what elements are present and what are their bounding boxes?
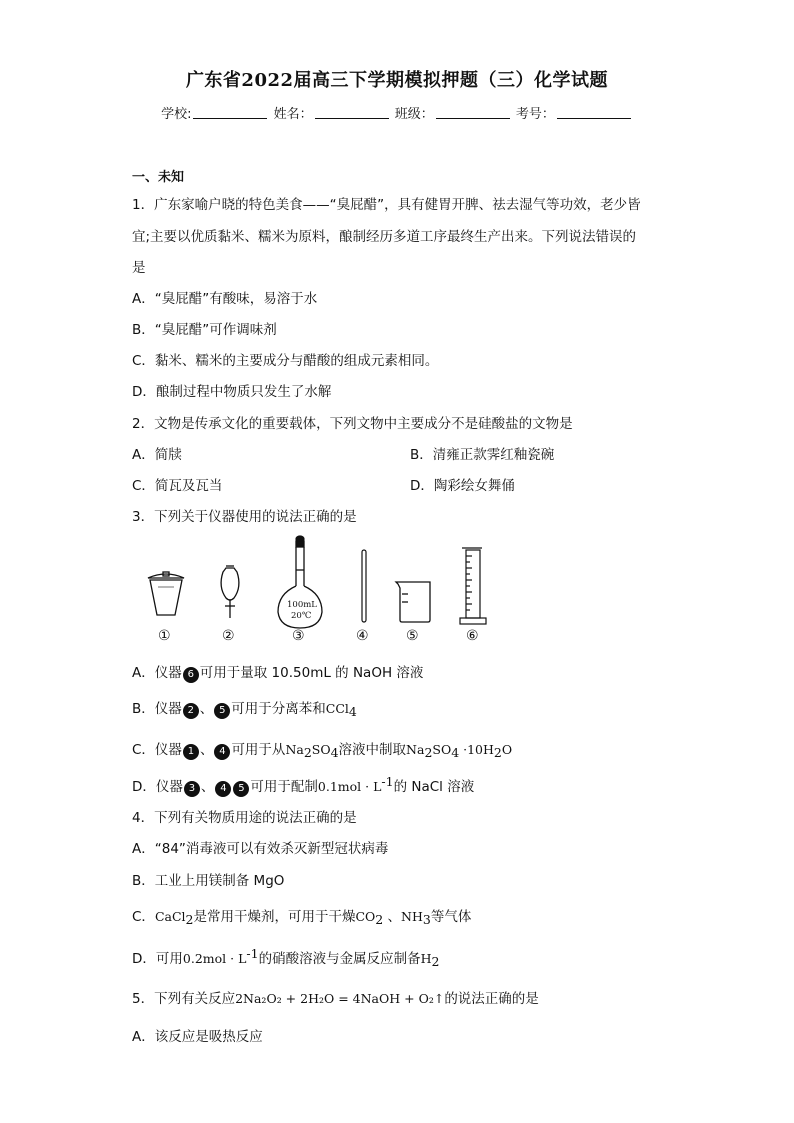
exam-number-blank[interactable]: [557, 106, 631, 119]
q3-c-f5: ·10H: [459, 742, 494, 757]
q3-d-num3: 5: [233, 781, 249, 797]
q5-equation: 2Na₂O₂ + 2H₂O = 4NaOH + O₂↑: [235, 991, 445, 1006]
school-label: 学校:: [161, 107, 192, 122]
q2-stem: 2．文物是传承文化的重要载体，下列文物中主要成分不是硅酸盐的文物是: [132, 416, 573, 432]
q3-c-text1: 可用于从: [231, 742, 286, 758]
q4-option-b: B．工业上用镁制备 MgO: [132, 873, 285, 889]
exam-number-label: 考号：: [515, 107, 555, 122]
q4-c-s1: 2: [185, 912, 194, 927]
crucible-icon: [148, 572, 184, 615]
q4-stem: 4．下列有关物质用途的说法正确的是: [132, 810, 357, 826]
q3-c-s2: 4: [330, 745, 339, 760]
apparatus-label-6: ⑥: [466, 628, 479, 644]
apparatus-label-1: ①: [158, 628, 171, 644]
q1-option-b: B．“臭屁醋”可作调味剂: [132, 322, 277, 338]
q4-d-sup: -1: [246, 946, 259, 961]
q3-c-s4: 4: [451, 745, 460, 760]
q4-option-a: A．“84”消毒液可以有效杀灭新型冠状病毒: [132, 841, 389, 857]
q5-option-a: A．该反应是吸热反应: [132, 1029, 263, 1045]
class-label: 班级：: [394, 107, 434, 122]
q1-stem-line1: 1．广东家喻户晓的特色美食——“臭屁醋”，具有健胃开脾、祛去湿气等功效，老少皆: [132, 197, 641, 213]
q3-d-sup: -1: [381, 774, 394, 789]
q3-b-sep: 、: [199, 701, 214, 717]
q3-d-sep: 、: [200, 779, 215, 795]
q3-option-a: [132, 661, 423, 683]
q3-a-prefix: A．仪器: [132, 665, 182, 681]
q4-c-prefix: C．: [132, 909, 155, 925]
apparatus-label-5: ⑤: [406, 628, 419, 644]
q3-b-prefix: B．仪器: [132, 701, 182, 717]
q4-option-c: [132, 905, 471, 927]
q3-c-f2: SO: [311, 742, 331, 757]
q3-d-num1: 3: [184, 781, 200, 797]
q1-option-c: C．黏米、糯米的主要成分与醋酸的组成元素相同。: [132, 353, 439, 369]
q1-option-d: D．酿制过程中物质只发生了水解: [132, 384, 332, 400]
separatory-funnel-icon: [221, 566, 239, 618]
q3-b-sub: 4: [348, 704, 357, 719]
q4-d-conc: 0.2mol · L: [182, 951, 247, 966]
name-label: 姓名：: [273, 107, 313, 122]
q3-a-num: 6: [183, 667, 199, 683]
q3-stem: 3．下列关于仪器使用的说法正确的是: [132, 509, 357, 525]
name-blank[interactable]: [315, 106, 389, 119]
flask-volume-text: 100mL: [287, 600, 317, 610]
q3-c-f4: SO: [432, 742, 452, 757]
q3-c-num2: 4: [214, 744, 230, 760]
graduated-cylinder-icon: [460, 548, 486, 624]
q3-option-b: [132, 697, 357, 719]
q3-d-text2: 的 NaCl 溶液: [393, 779, 475, 795]
q3-c-sep: 、: [199, 742, 214, 758]
apparatus-label-2: ②: [222, 628, 235, 644]
q4-c-sep: 、: [383, 909, 402, 925]
beaker-icon: [396, 582, 430, 622]
q3-c-f6: O: [501, 742, 513, 757]
class-blank[interactable]: [436, 106, 510, 119]
q1-stem-line3: 是: [132, 260, 146, 276]
q4-c-f1: CaCl: [154, 909, 186, 924]
glass-rod-icon: [362, 550, 366, 622]
q1-stem-line2: 宜;主要以优质黏米、糯米为原料，酿制经历多道工序最终生产出来。下列说法错误的: [132, 229, 637, 245]
exam-title: 广东省2022届高三下学期模拟押题（三）化学试题: [185, 70, 609, 91]
q4-option-d: [132, 946, 439, 969]
q4-c-f2: CO: [355, 909, 376, 924]
q3-c-s3: 2: [424, 745, 433, 760]
q4-c-text2: 等气体: [430, 909, 472, 925]
q3-option-d: [132, 774, 474, 797]
school-blank[interactable]: [193, 106, 267, 119]
apparatus-label-3: ③: [292, 628, 305, 644]
q4-d-prefix: D．可用: [132, 951, 183, 967]
q3-b-num1: 2: [183, 703, 199, 719]
q4-d-sub: 2: [431, 954, 440, 969]
q4-c-f3: NH: [401, 909, 423, 924]
apparatus-label-4: ④: [356, 628, 369, 644]
q1-option-a: A．“臭屁醋”有酸味，易溶于水: [132, 291, 318, 307]
q3-d-conc: 0.1mol · L: [317, 779, 382, 794]
q3-b-text: 可用于分离苯和: [231, 701, 326, 717]
q3-d-num2: 4: [215, 781, 231, 797]
q3-c-s5: 2: [493, 745, 502, 760]
student-info: [0, 103, 794, 122]
q3-c-f1: Na: [285, 742, 304, 757]
q3-c-text2: 溶液中制取: [338, 742, 407, 758]
q3-c-f3: Na: [406, 742, 425, 757]
q5-stem-prefix: 5．下列有关反应: [132, 991, 236, 1007]
q3-d-text1: 可用于配制: [250, 779, 318, 795]
apparatus-figure: [130, 532, 500, 647]
q4-d-formula: H: [420, 951, 432, 966]
q3-d-prefix: D．仪器: [132, 779, 183, 795]
q5-stem-suffix: 的说法正确的是: [444, 991, 539, 1007]
q3-b-formula: CCl: [325, 701, 349, 716]
q4-c-text: 是常用干燥剂，可用于干燥: [193, 909, 356, 925]
q5-stem: [132, 987, 539, 1007]
q3-c-prefix: C．仪器: [132, 742, 182, 758]
q2-option-c: C．简瓦及瓦当: [132, 478, 223, 494]
q3-c-num1: 1: [183, 744, 199, 760]
q2-option-b: B．清雍正款霁红釉瓷碗: [410, 447, 555, 463]
q4-d-text: 的硝酸溶液与金属反应制备: [258, 951, 421, 967]
flask-temp-text: 20℃: [291, 611, 312, 621]
q3-c-s1: 2: [303, 745, 312, 760]
q2-option-d: D．陶彩绘女舞俑: [410, 478, 515, 494]
q3-a-text: 可用于量取 10.50mL 的 NaOH 溶液: [199, 665, 424, 681]
section-heading: 一、未知: [132, 170, 185, 185]
q4-c-s3: 3: [422, 912, 431, 927]
q3-b-num2: 5: [214, 703, 230, 719]
q4-c-s2: 2: [375, 912, 384, 927]
q3-option-c: [132, 738, 512, 760]
q2-option-a: A．简牍: [132, 447, 182, 463]
